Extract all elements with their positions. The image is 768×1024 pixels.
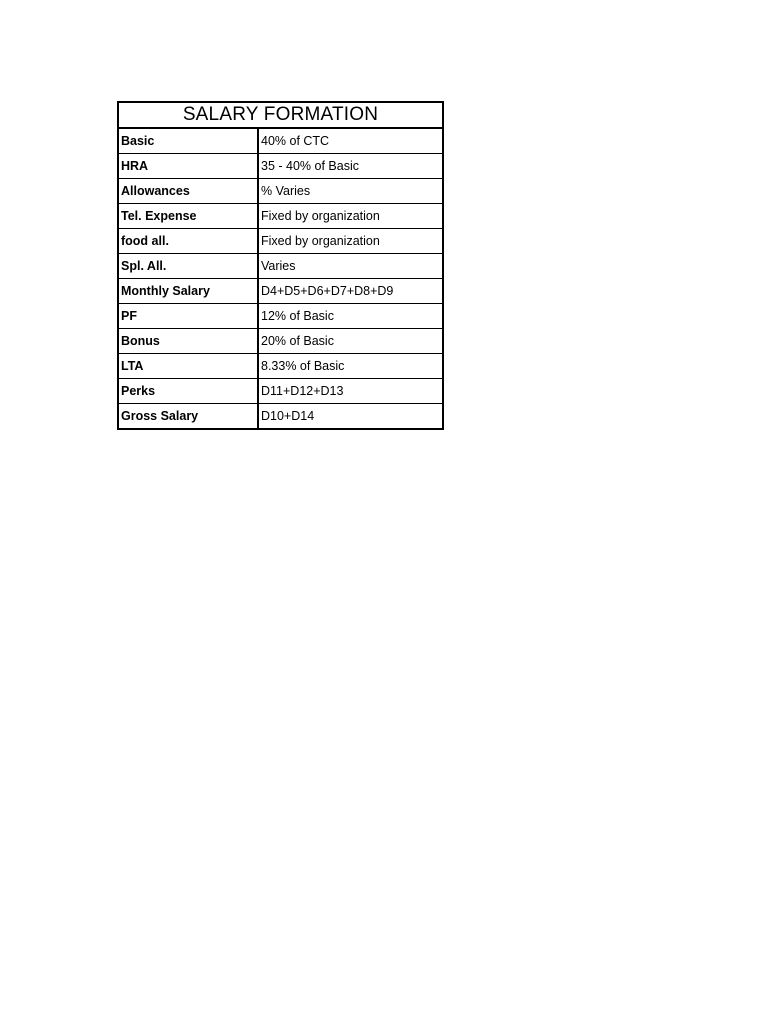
- table-row: [118, 379, 443, 404]
- row-label: Tel. Expense: [118, 204, 258, 229]
- table-row: [118, 354, 443, 379]
- table-title: SALARY FORMATION: [118, 102, 443, 128]
- row-label: PF: [118, 304, 258, 329]
- table-row: [118, 404, 443, 430]
- table-header-row: [118, 102, 443, 128]
- row-value: 40% of CTC: [258, 128, 443, 154]
- row-value: Fixed by organization: [258, 229, 443, 254]
- row-label: Perks: [118, 379, 258, 404]
- row-label: LTA: [118, 354, 258, 379]
- row-label: Gross Salary: [118, 404, 258, 430]
- table-row: [118, 254, 443, 279]
- table-row: [118, 128, 443, 154]
- row-value: 20% of Basic: [258, 329, 443, 354]
- row-label: HRA: [118, 154, 258, 179]
- table-row: [118, 154, 443, 179]
- row-value: 12% of Basic: [258, 304, 443, 329]
- row-value: Fixed by organization: [258, 204, 443, 229]
- table-row: [118, 329, 443, 354]
- table-row: [118, 304, 443, 329]
- row-label: Monthly Salary: [118, 279, 258, 304]
- row-label: Basic: [118, 128, 258, 154]
- row-value: 35 - 40% of Basic: [258, 154, 443, 179]
- row-value: Varies: [258, 254, 443, 279]
- table-row: [118, 204, 443, 229]
- row-value: 8.33% of Basic: [258, 354, 443, 379]
- row-value: D11+D12+D13: [258, 379, 443, 404]
- row-value: D4+D5+D6+D7+D8+D9: [258, 279, 443, 304]
- row-label: food all.: [118, 229, 258, 254]
- row-label: Allowances: [118, 179, 258, 204]
- row-label: Spl. All.: [118, 254, 258, 279]
- table-row: [118, 279, 443, 304]
- table-row: [118, 229, 443, 254]
- row-value: % Varies: [258, 179, 443, 204]
- row-label: Bonus: [118, 329, 258, 354]
- salary-formation-table: [117, 101, 444, 430]
- table-row: [118, 179, 443, 204]
- row-value: D10+D14: [258, 404, 443, 430]
